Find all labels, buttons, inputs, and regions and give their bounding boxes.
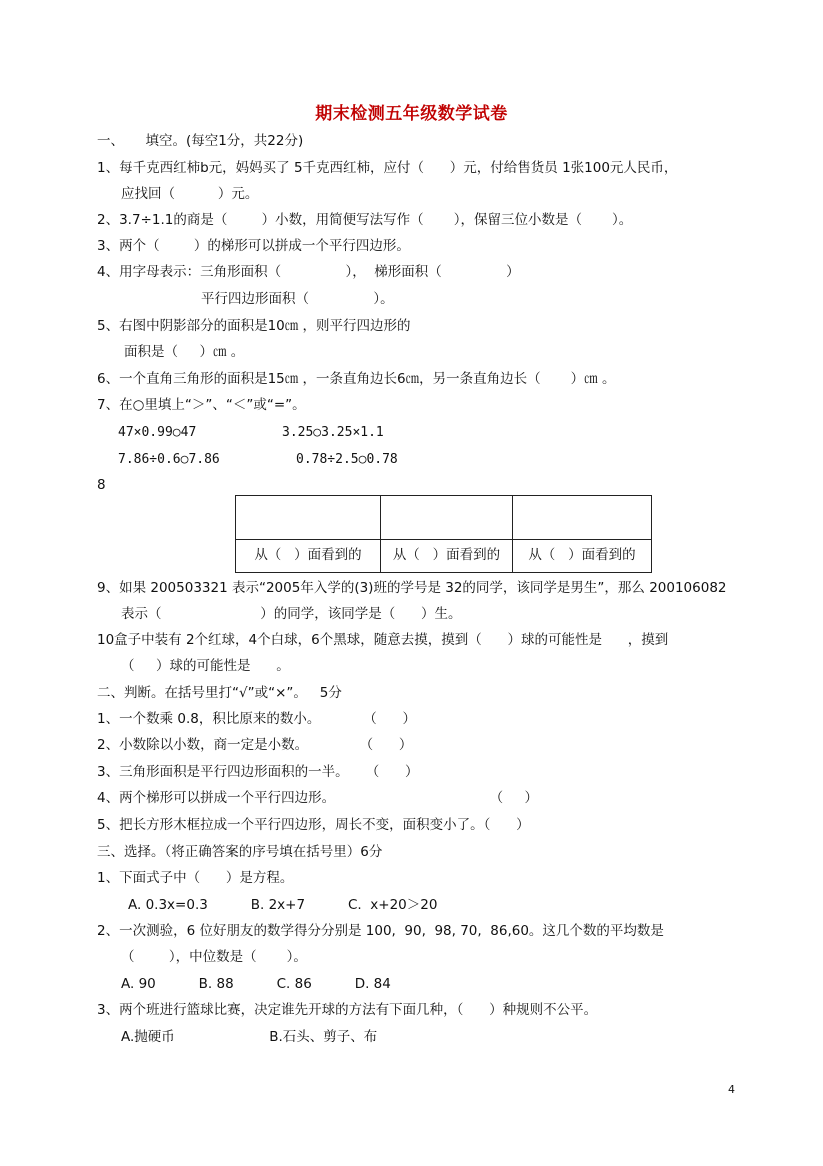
q9-line2: 表示（ ）的同学，该同学是（ ）生。 [121, 606, 462, 622]
page-number: 4 [728, 1083, 735, 1096]
judge-item: 2、小数除以小数，商一定是小数。 （ ） [97, 737, 413, 753]
choice-q2-options: A. 90 B. 88 C. 86 D. 84 [121, 976, 391, 992]
view-label-cell: 从（ ）面看到的 [513, 540, 652, 573]
q8-view-table [235, 495, 652, 573]
q8-number: 8 [97, 477, 106, 493]
view-label-cell: 从（ ）面看到的 [381, 540, 513, 573]
q4-line2: 平行四边形面积（ ）。 [201, 291, 394, 307]
q10-line1: 10盒子中装有 2个红球，4个白球，6个黑球，随意去摸，摸到（ ）球的可能性是 ，摸到 [97, 632, 669, 648]
section2-header: 二、判断。在括号里打“√”或“×”。 5分 [97, 685, 342, 701]
view-drawing-cell [236, 496, 381, 540]
section1-header: 一、 填空。(每空1分，共22分) [97, 133, 304, 149]
judge-item: 4、两个梯形可以拼成一个平行四边形。 （ ） [97, 790, 539, 806]
q4-line1: 4、用字母表示：三角形面积（ ）， 梯形面积（ ） [97, 264, 520, 280]
q7-item-b: 3.25○3.25×1.1 [282, 425, 384, 440]
view-drawing-cell [513, 496, 652, 540]
judge-item: 3、三角形面积是平行四边形面积的一半。 （ ） [97, 764, 419, 780]
q9-line1: 9、如果 200503321 表示“2005年入学的(3)班的学号是 32的同学，该同学是男生”，那么 200106082 [97, 580, 727, 596]
q3: 3、两个（ ）的梯形可以拼成一个平行四边形。 [97, 238, 410, 254]
view-drawing-cell [381, 496, 513, 540]
section3-header: 三、选择。（将正确答案的序号填在括号里）6分 [97, 844, 383, 860]
choice-q1-stem: 1、下面式子中（ ）是方程。 [97, 870, 294, 886]
judge-item: 5、把长方形木框拉成一个平行四边形，周长不变，面积变小了。（ ） [97, 817, 530, 833]
choice-q2-line1: 2、一次测验，6 位好朋友的数学得分分别是 100, 90, 98, 70, 86,60。这几个数的平均数是 [97, 923, 664, 939]
q7-item-c: 7.86÷0.6○7.86 [118, 452, 220, 467]
choice-q3-stem: 3、两个班进行篮球比赛，决定谁先开球的方法有下面几种，（ ）种规则不公平。 [97, 1002, 598, 1018]
q6: 6、一个直角三角形的面积是15㎝ ，一条直角边长6㎝，另一条直角边长（ ）㎝ 。 [97, 371, 616, 387]
choice-q1-options: A. 0.3x=0.3 B. 2x+7 C. x+20＞20 [128, 897, 438, 913]
exam-title: 期末检测五年级数学试卷 [315, 104, 508, 124]
q7-item-d: 0.78÷2.5○0.78 [296, 452, 398, 467]
q7-header: 7、在○里填上“＞”、“＜”或“=”。 [97, 397, 306, 413]
q5-line2: 面积是（ ）㎝ 。 [124, 344, 245, 360]
q10-line2: （ ）球的可能性是 。 [121, 658, 290, 674]
choice-q2-line2: （ ），中位数是（ ）。 [121, 949, 307, 965]
view-label-cell: 从（ ）面看到的 [236, 540, 381, 573]
q1-line1: 1、每千克西红柿b元，妈妈买了 5千克西红柿，应付（ ）元，付给售货员 1张100元人民币， [97, 160, 678, 176]
q2: 2、3.7÷1.1的商是（ ）小数，用简便写法写作（ ），保留三位小数是（ ）。 [97, 212, 633, 228]
choice-q3-options: A.抛硬币 B.石头、剪子、布 [121, 1029, 378, 1045]
q7-item-a: 47×0.99○47 [118, 425, 197, 440]
judge-item: 1、一个数乘 0.8，积比原来的数小。 （ ） [97, 711, 417, 727]
q1-line2: 应找回（ ）元。 [121, 186, 259, 202]
q5-line1: 5、右图中阴影部分的面积是10㎝ ，则平行四边形的 [97, 318, 411, 334]
